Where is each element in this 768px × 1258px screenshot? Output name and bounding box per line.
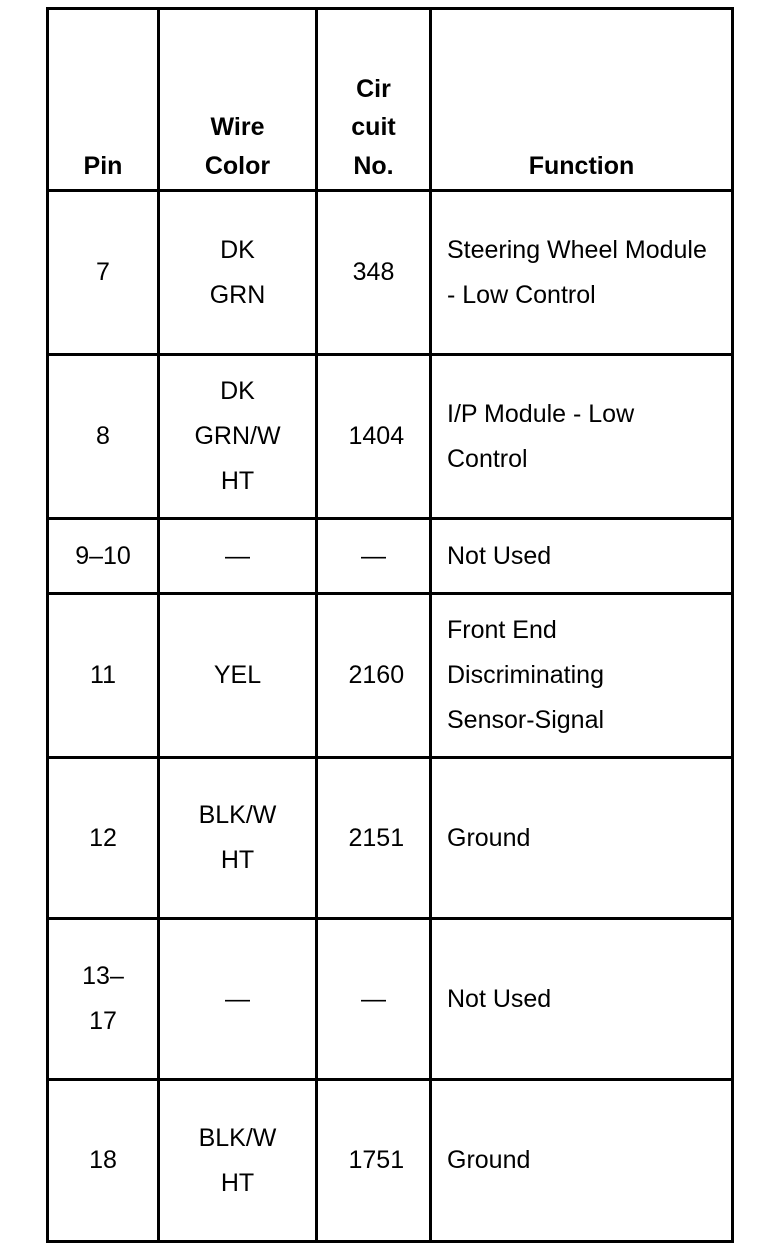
header-wire-color: Wire Color [159,9,317,191]
pinout-table [46,7,734,1243]
table-row [48,1080,733,1242]
circuit-cell: 348 [317,191,431,355]
function-cell: Ground [431,758,733,919]
header-circuit-no: Cir cuit No. [317,9,431,191]
pin-cell: 12 [48,758,159,919]
pin-cell: 8 [48,355,159,519]
table-row [48,919,733,1080]
pin-cell: 9–10 [48,519,159,594]
wire-color-cell: YEL [159,594,317,758]
header-function: Function [431,9,733,191]
table-row [48,758,733,919]
table-row [48,594,733,758]
pin-cell: 7 [48,191,159,355]
circuit-cell: 2151 [317,758,431,919]
circuit-cell: 1751 [317,1080,431,1242]
table-row [48,191,733,355]
wire-color-cell: — [159,519,317,594]
header-pin: Pin [48,9,159,191]
wire-color-cell: BLK/W HT [159,1080,317,1242]
pin-cell: 13– 17 [48,919,159,1080]
function-cell: Not Used [431,519,733,594]
wire-color-cell: DK GRN/W HT [159,355,317,519]
pin-cell: 18 [48,1080,159,1242]
wire-color-cell: BLK/W HT [159,758,317,919]
function-cell: Not Used [431,919,733,1080]
function-cell: Steering Wheel Module - Low Control [431,191,733,355]
table-header-row [48,9,733,191]
function-cell: Ground [431,1080,733,1242]
pin-cell: 11 [48,594,159,758]
function-cell: Front End Discriminating Sensor-Signal [431,594,733,758]
wire-color-cell: — [159,919,317,1080]
table-row [48,355,733,519]
circuit-cell: — [317,919,431,1080]
table-row [48,519,733,594]
circuit-cell: — [317,519,431,594]
circuit-cell: 2160 [317,594,431,758]
function-cell: I/P Module - Low Control [431,355,733,519]
circuit-cell: 1404 [317,355,431,519]
wire-color-cell: DK GRN [159,191,317,355]
